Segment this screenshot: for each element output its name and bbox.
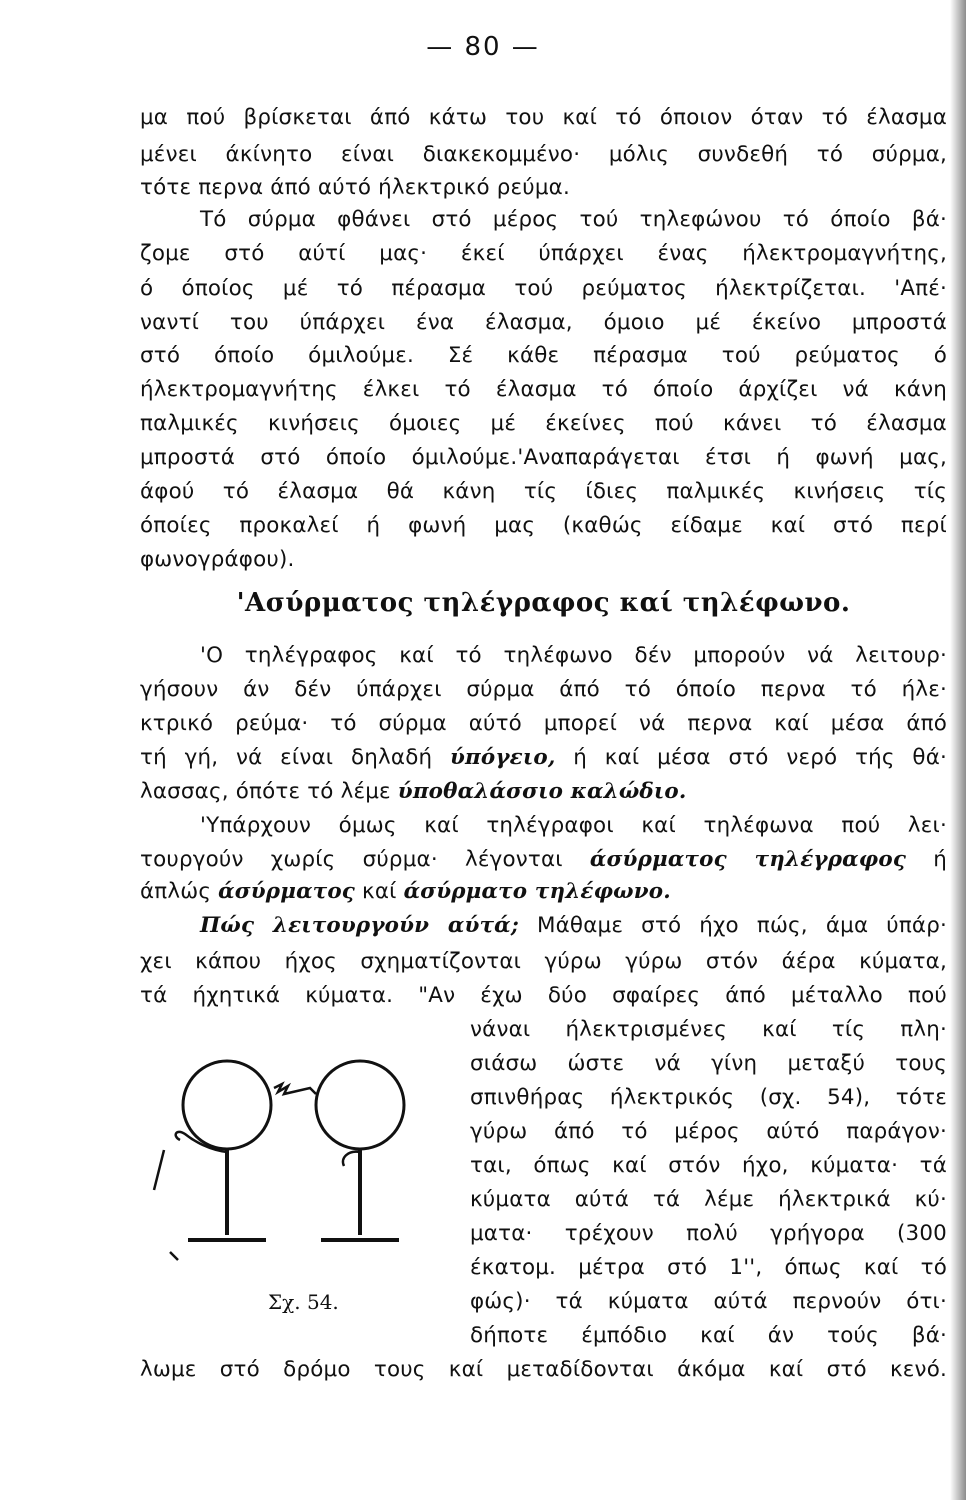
text-line: κτρικό ρεύμα· τό σύρμα αύτό μπορεί νά περνα καί μέσα άπό (140, 711, 947, 736)
page-number: — 80 — (426, 32, 540, 62)
figure-caption: Σχ. 54. (268, 1290, 339, 1314)
right-sphere (316, 1061, 404, 1149)
text-run: ή καί μέσα στό νερό τής θά· (555, 745, 947, 770)
section-heading: 'Ασύρματος τηλέγραφος καί τηλέφωνο. (236, 588, 851, 618)
text-line: σπινθήρας ήλεκτρικός (σχ. 54), τότε (470, 1085, 947, 1110)
text-run: ή (906, 847, 948, 872)
text-line: ό όποίος μέ τό πέρασμα τού ρεύματος ήλεκτρίζεται. 'Απέ· (140, 276, 947, 301)
text-line: λωμε στό δρόμο τους καί μεταδίδονται άκόμα καί στό κενό. (140, 1357, 947, 1382)
left-sphere (183, 1061, 271, 1149)
text-line (140, 878, 947, 906)
text-line: νάναι ήλεκτρισμένες καί τίς πλη· (470, 1017, 947, 1042)
text-run: καί (355, 879, 404, 904)
emphasis-term: ύπόγειο, (449, 745, 556, 770)
text-line: 'Υπάρχουν όμως καί τηλέγραφοι καί τηλέφωνα πού λει· (200, 813, 947, 838)
text-line: Τό σύρμα φθάνει στό μέρος τού τηλεφώνου τό όποίο βά· (200, 207, 947, 232)
emphasis-term: άσύρματος (218, 879, 356, 904)
text-run: τουργούν χωρίς σύρμα· λέγονται (140, 847, 590, 872)
text-line: γήσουν άν δέν ύπάρχει σύρμα άπό τό όποίο περνα τό ήλε· (140, 677, 947, 702)
text-line: έκατομ. μέτρα στό 1'', όπως καί τό (470, 1255, 947, 1280)
text-line: χει κάπου ήχος σχηματίζονται γύρω γύρω στόν άέρα κύματα, (140, 949, 947, 974)
text-line: στό όποίο όμιλούμε. Σέ κάθε πέρασμα τού ρεύματος ό (140, 343, 947, 368)
text-line: δήποτε έμπόδιο καί άν τούς βά· (470, 1323, 947, 1348)
text-line: τά ήχητικά κύματα. "Αν έχω δύο σφαίρες άπό μέταλλο πού (140, 983, 947, 1008)
text-line: μπροστά στό όποίο όμιλούμε.'Αναπαράγεται έτσι ή φωνή μας, (140, 445, 947, 470)
text-line: παλμικές κινήσεις όμοιες μέ έκείνες πού κάνει τό έλασμα (140, 411, 947, 436)
emphasis-term: άσύρματο τηλέφωνο. (403, 879, 671, 904)
text-line: ται, όπως καί στόν ήχο, κύματα· τά (470, 1153, 947, 1178)
text-run: τή γή, νά είναι δηλαδή (140, 745, 450, 770)
text-line: όποίες προκαλεί ή φωνή μας (καθώς είδαμε καί στό περί (140, 513, 947, 538)
text-line: ήλεκτρομαγνήτης έλκει τό έλασμα τό όποίο άρχίζει νά κάνη (140, 377, 947, 402)
text-line (140, 846, 947, 874)
text-line: άφού τό έλασμα θά κάνη τίς ίδιες παλμικές κινήσεις τίς (140, 479, 947, 504)
emphasis-term: Πώς λειτουργούν αύτά; (200, 913, 519, 938)
text-line: σιάσω ώστε νά γίνη μεταξύ τους (470, 1051, 947, 1076)
text-line: 'Ο τηλέγραφος καί τό τηλέφωνο δέν μπορούν νά λειτουρ· (200, 643, 947, 668)
text-line: κύματα αύτά τά λέμε ήλεκτρικά κύ· (470, 1187, 947, 1212)
text-line: ζομε στό αύτί μας· έκεί ύπάρχει ένας ήλεκτρομαγνήτης, (140, 241, 947, 266)
text-line: μένει άκίνητο είναι διακεκομμένο· μόλις συνδεθή τό σύρμα, (140, 142, 947, 167)
text-line: φώς)· τά κύματα αύτά περνούν ότι· (470, 1289, 947, 1314)
text-line: μα πού βρίσκεται άπό κάτω του καί τό όποιον όταν τό έλασμα (140, 105, 947, 130)
emphasis-term: άσύρματος τηλέγραφος (589, 847, 907, 872)
page-edge-shadow (950, 0, 966, 1500)
emphasis-term: ύποθαλάσσιο καλώδιο. (397, 779, 687, 804)
text-run: άπλώς (140, 879, 219, 904)
text-run: λασσας, όπότε τό λέμε (140, 779, 398, 804)
text-line: γύρω άπό τό μέρος αύτό παράγον· (470, 1119, 947, 1144)
text-line: ματα· τρέχουν πολύ γρήγορα (300 (470, 1221, 947, 1246)
spark-gap-figure (150, 1030, 410, 1280)
text-line (140, 778, 947, 806)
text-run: Μάθαμε στό ήχο πώς, άμα ύπάρ· (518, 913, 947, 938)
text-line: ναντί του ύπάρχει ένα έλασμα, όμοιο μέ έκείνο μπροστά (140, 310, 947, 335)
text-line: τότε περνα άπό αύτό ήλεκτρικό ρεύμα. (140, 175, 570, 200)
text-line: φωνογράφου). (140, 547, 295, 572)
text-line (140, 744, 947, 772)
text-line (200, 912, 947, 940)
